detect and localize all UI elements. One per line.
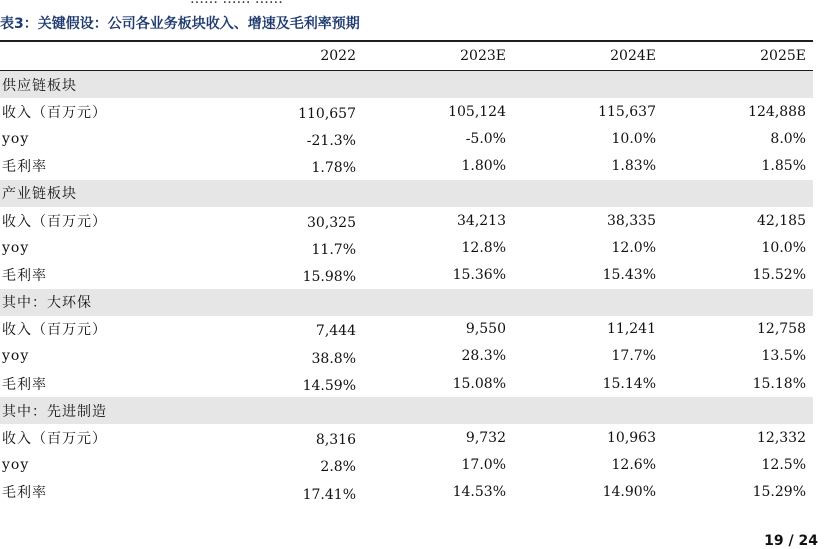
cell-2022: 8,316: [315, 432, 356, 449]
section-header-row: [0, 180, 813, 207]
row-label: 收入（百万元）: [2, 104, 107, 121]
cell-2023e: 28.3%: [461, 348, 506, 365]
cell-2024e: 1.83%: [611, 158, 656, 175]
section-title: 其中：先进制造: [2, 403, 107, 420]
cell-2023e: 9,550: [465, 321, 506, 338]
table-body: [0, 71, 813, 506]
row-label: 毛利率: [2, 267, 47, 284]
cell-2022: 14.59%: [302, 377, 356, 394]
row-label: 收入（百万元）: [2, 322, 107, 339]
cell-2024e: 10,963: [607, 430, 656, 447]
table-header-row: [0, 42, 813, 71]
section-title: 供应链板块: [2, 77, 77, 94]
cell-2022: 17.41%: [302, 486, 356, 503]
section-title: 产业链板块: [2, 186, 77, 203]
cell-2022: 11.7%: [311, 241, 356, 258]
section-title: 其中：大环保: [2, 295, 92, 312]
row-label: 毛利率: [2, 376, 47, 393]
table-row: [0, 316, 813, 343]
cell-2023e: 15.36%: [452, 266, 506, 283]
cell-2023e: 34,213: [457, 212, 506, 229]
cell-2025e: 42,185: [757, 212, 806, 229]
cell-2025e: 15.52%: [752, 266, 806, 283]
row-label: yoy: [2, 348, 30, 365]
table-row: [0, 153, 813, 180]
cell-2024e: 14.90%: [602, 484, 656, 501]
table-row: [0, 261, 813, 288]
cell-2022: 15.98%: [302, 269, 356, 286]
table-row: [0, 207, 813, 234]
cell-2022: 30,325: [307, 214, 356, 231]
section-header-row: [0, 71, 813, 98]
cell-2022: -21.3%: [306, 133, 356, 150]
cell-2025e: 8.0%: [770, 130, 806, 147]
cell-2024e: 17.7%: [611, 348, 656, 365]
row-label: 毛利率: [2, 485, 47, 502]
cell-2025e: 124,888: [748, 103, 806, 120]
section-header-row: [0, 289, 813, 316]
cell-2024e: 115,637: [598, 103, 656, 120]
cell-2023e: 12.8%: [461, 239, 506, 256]
cell-2025e: 15.18%: [752, 375, 806, 392]
row-label: yoy: [2, 457, 30, 474]
cell-2022: 7,444: [315, 323, 356, 340]
table-row: [0, 452, 813, 479]
cell-2022: 38.8%: [311, 350, 356, 367]
cell-2024e: 11,241: [607, 321, 656, 338]
cell-2023e: 9,732: [465, 430, 506, 447]
cell-2023e: -5.0%: [465, 130, 506, 147]
header-2024e: 2024E: [610, 48, 656, 64]
header-2023e: 2023E: [460, 48, 506, 64]
cell-2023e: 105,124: [448, 103, 506, 120]
cell-2022: 1.78%: [311, 160, 356, 177]
header-2025e: 2025E: [760, 48, 806, 64]
header-2022: 2022: [320, 48, 356, 64]
table-row: [0, 125, 813, 152]
table-row: [0, 234, 813, 261]
cell-2024e: 15.43%: [602, 266, 656, 283]
table-row: [0, 424, 813, 451]
cell-2022: 2.8%: [320, 459, 356, 476]
row-label: yoy: [2, 239, 30, 256]
row-label: 收入（百万元）: [2, 213, 107, 230]
header-fragment: [190, 0, 283, 7]
table-caption: 表3：关键假设：公司各业务板块收入、增速及毛利率预期: [0, 16, 360, 32]
cell-2024e: 15.14%: [602, 375, 656, 392]
cell-2024e: 12.6%: [611, 457, 656, 474]
table-row: [0, 479, 813, 506]
table-row: [0, 98, 813, 125]
cell-2025e: 1.85%: [761, 158, 806, 175]
cell-2024e: 12.0%: [611, 239, 656, 256]
row-label: 收入（百万元）: [2, 431, 107, 448]
section-header-row: [0, 397, 813, 424]
cell-2023e: 1.80%: [461, 158, 506, 175]
cell-2025e: 12,332: [757, 430, 806, 447]
cell-2023e: 17.0%: [461, 457, 506, 474]
cell-2023e: 15.08%: [452, 375, 506, 392]
cell-2025e: 12.5%: [761, 457, 806, 474]
page-number: 19 / 24: [764, 533, 818, 549]
cell-2023e: 14.53%: [452, 484, 506, 501]
row-label: 毛利率: [2, 159, 47, 176]
cell-2024e: 38,335: [607, 212, 656, 229]
forecast-table: [0, 40, 813, 506]
table-row: [0, 343, 813, 370]
row-label: yoy: [2, 130, 30, 147]
cell-2024e: 10.0%: [611, 130, 656, 147]
cell-2025e: 12,758: [757, 321, 806, 338]
cell-2025e: 10.0%: [761, 239, 806, 256]
cell-2025e: 13.5%: [761, 348, 806, 365]
cell-2025e: 15.29%: [752, 484, 806, 501]
table-row: [0, 370, 813, 397]
cell-2022: 110,657: [298, 105, 356, 122]
